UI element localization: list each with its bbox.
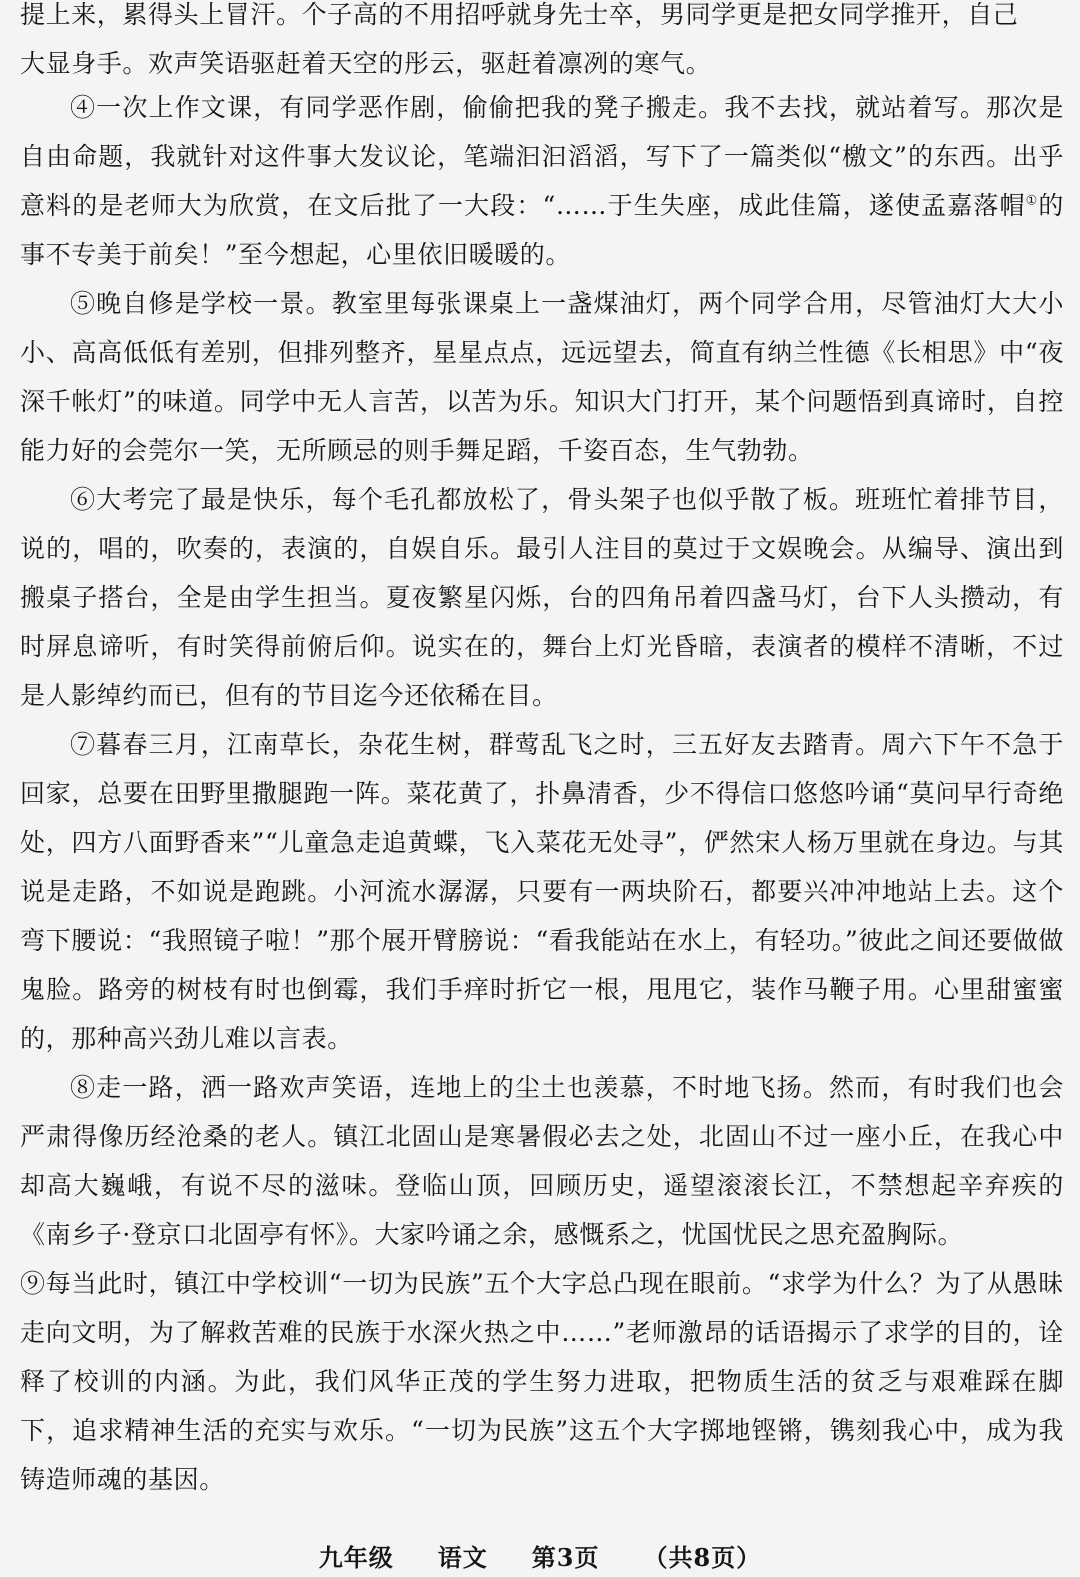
paragraph-7: ⑦暮春三月，江南草长，杂花生树，群莺乱飞之时，三五好友去踏青。周六下午不急于回家，总要在田野里撒腿跑一阵。菜花黄了，扑鼻清香，少不得信口悠悠吟诵“莫问早行奇绝处，四方八面野香来”“儿童急走追黄蝶，飞入菜花无处寻”，俨然宋人杨万里就在身边。与其说是走路，不如说是跑跳。小河流水潺潺，只要有一两块阶石，都要兴冲冲地站上去。这个弯下腰说：“我照镜子啦！”那个展开臂膀说：“看我能站在水上，有轻功。”彼此之间还要做做鬼脸。路旁的树枝有时也倒霉，我们手痒时折它一根，甩甩它，装作马鞭子用。心里甜蜜蜜的，那种高兴劲儿难以言表。 (20, 730, 1064, 1053)
footer-total-pages: （共8页） (643, 1543, 762, 1572)
footer-subject: 语文 (437, 1543, 488, 1572)
paragraph-4-text-a: ④一次上作文课，有同学恶作剧，偷偷把我的凳子搬走。我不去找，就站着写。那次是自由命题，我就针对这件事大发议论，笔端汩汩滔滔，写下了一篇类似“檄文”的东西。出乎意料的是老师大为欣赏，在文后批了一大段：“……于生失座，成此佳篇，遂使孟嘉落帽 (20, 93, 1064, 220)
page-footer (0, 1538, 1080, 1573)
continuation-line-2: 大显身手。欢声笑语驱赶着天空的彤云，驱赶着凛冽的寒气。 (20, 49, 712, 78)
continuation-text (20, 0, 1064, 88)
paragraph-6: ⑥大考完了最是快乐，每个毛孔都放松了，骨头架子也似乎散了板。班班忙着排节目，说的，唱的，吹奏的，表演的，自娱自乐。最引人注目的莫过于文娱晚会。从编导、演出到搬桌子搭台，全是由学生担当。夏夜繁星闪烁，台的四角吊着四盏马灯，台下人头攒动，有时屏息谛听，有时笑得前俯后仰。说实在的，舞台上灯光昏暗，表演者的模样不清晰，不过是人影绰约而已，但有的节目迄今还依稀在目。 (20, 485, 1064, 710)
article-body (20, 83, 1064, 1504)
paragraph-4-text-b: 的事不专美于前矣！”至今想起，心里依旧暖暖的。 (20, 191, 1064, 269)
footer-grade: 九年级 (318, 1543, 394, 1572)
continuation-line-1: 提上来，累得头上冒汗。个子高的不用招呼就身先士卒，男同学更是把女同学推开，自己 (20, 0, 1019, 29)
paragraph-5: ⑤晚自修是学校一景。教室里每张课桌上一盏煤油灯，两个同学合用，尽管油灯大大小小、高高低低有差别，但排列整齐，星星点点，远远望去，简直有纳兰性德《长相思》中“夜深千帐灯”的味道。同学中无人言苦，以苦为乐。知识大门打开，某个问题悟到真谛时，自控能力好的会莞尔一笑，无所顾忌的则手舞足蹈，千姿百态，生气勃勃。 (20, 289, 1064, 465)
paragraph-8: ⑧走一路，洒一路欢声笑语，连地上的尘土也羡慕，不时地飞扬。然而，有时我们也会严肃得像历经沧桑的老人。镇江北固山是寒暑假必去之处，北固山不过一座小丘，在我心中却高大巍峨，有说不尽的滋味。登临山顶，回顾历史，遥望滚滚长江，不禁想起辛弃疾的《南乡子·登京口北固亭有怀》。大家吟诵之余，感慨系之，忧国忧民之思充盈胸际。 (20, 1073, 1064, 1249)
footnote-marker: ① (1025, 193, 1039, 209)
paragraph-4 (20, 83, 1064, 279)
paragraph-9: ⑨每当此时，镇江中学校训“一切为民族”五个大字总凸现在眼前。“求学为什么？为了从愚昧走向文明，为了解救苦难的民族于水深火热之中……”老师激昂的话语揭示了求学的目的，诠释了校训的内涵。为此，我们风华正茂的学生努力进取，把物质生活的贫乏与艰难踩在脚下，追求精神生活的充实与欢乐。“一切为民族”这五个大字掷地铿锵，镌刻我心中，成为我铸造师魂的基因。 (20, 1269, 1064, 1494)
footer-page-number: 第3页 (531, 1543, 600, 1572)
